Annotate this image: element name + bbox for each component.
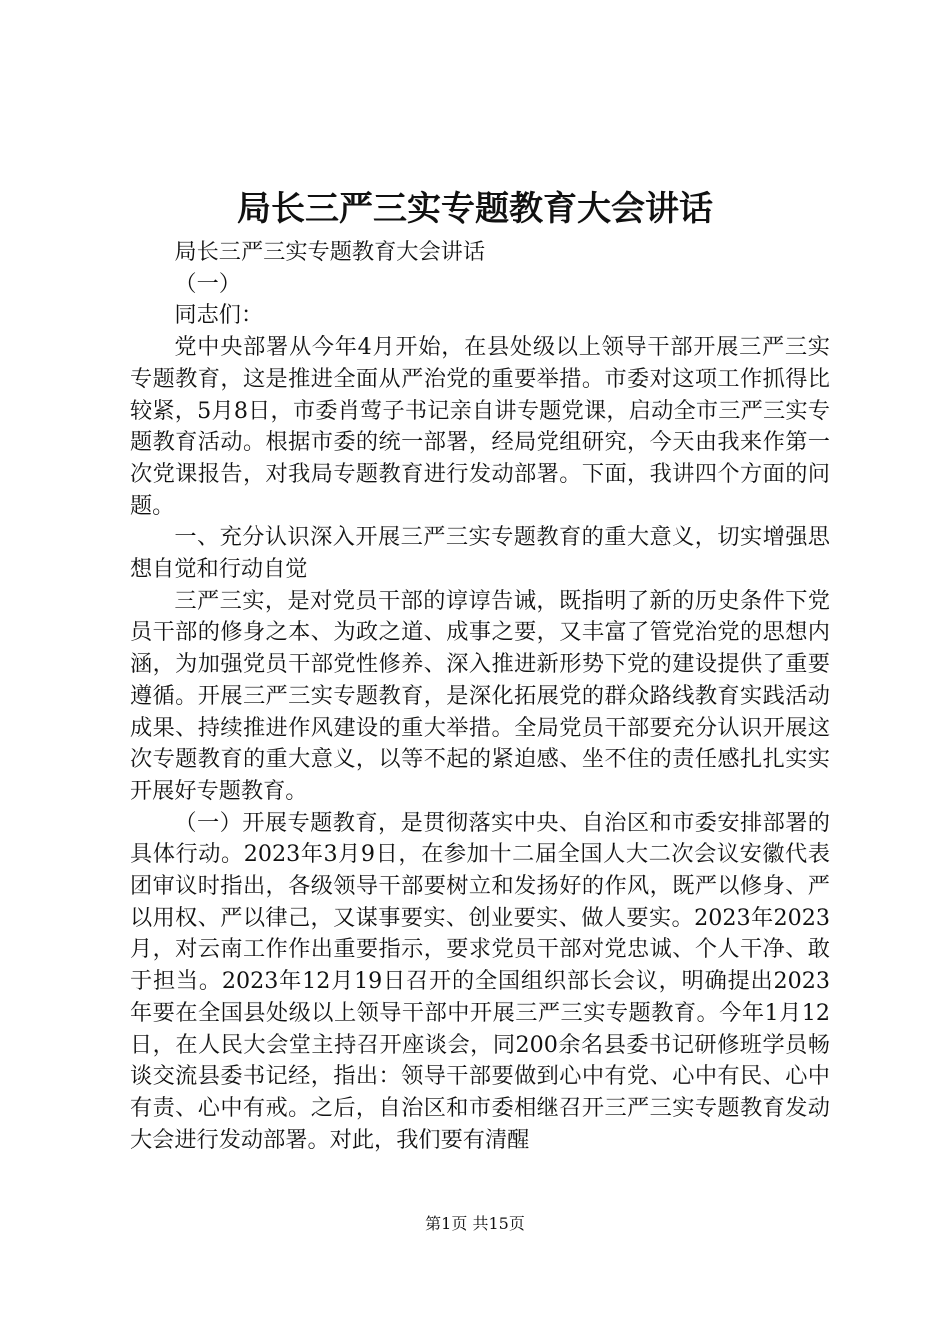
page-total: 共15页 xyxy=(472,1214,525,1233)
body-paragraph: 三严三实，是对党员干部的谆谆告诫，既指明了新的历史条件下党员干部的修身之本、为政之道、成事之要，又丰富了管党治党的思想内涵，为加强党员干部党性修养、深入推进新形势下党的建设提供了重要遵循。开展三严三实专题教育，是深化拓展党的群众路线教育实践活动成果、持续推进作风建设的重大举措。全局党员干部要充分认识开展这次专题教育的重大意义，以等不起的紧迫感、坐不住的责任感扎扎实实开展好专题教育。 xyxy=(130,587,830,804)
document-body xyxy=(130,237,830,1156)
section-number-paragraph: （一） xyxy=(174,270,241,297)
salutation-paragraph: 同志们： xyxy=(174,302,264,329)
body-paragraph: （一）开展专题教育，是贯彻落实中央、自治区和市委安排部署的具体行动。2023年3月9日，在参加十二届全国人大二次会议安徽代表团审议时指出，各级领导干部要树立和发扬好的作风，既严以修身、严以用权、严以律己，又谋事要实、创业要实、做人要实。2023年2023月，对云南工作作出重要指示，要求党员干部对党忠诚、个人干净、敢于担当。2023年12月19日召开的全国组织部长会议，明确提出2023年要在全国县处级以上领导干部中开展三严三实专题教育。今年1月12日，在人民大会堂主持召开座谈会，同200余名县委书记研修班学员畅谈交流县委书记经，指出：领导干部要做到心中有党、心中有民、心中有责、心中有戒。之后，自治区和市委相继召开三严三实专题教育发动大会进行发动部署。对此，我们要有清醒 xyxy=(130,809,830,1153)
body-paragraph: 党中央部署从今年4月开始，在县处级以上领导干部开展三严三实专题教育，这是推进全面从严治党的重要举措。市委对这项工作抓得比较紧，5月8日，市委肖莺子书记亲自讲专题党课，启动全市三严三实专题教育活动。根据市委的统一部署，经局党组研究，今天由我来作第一次党课报告，对我局专题教育进行发动部署。下面，我讲四个方面的问题。 xyxy=(130,334,830,519)
document-title: 局长三严三实专题教育大会讲话 xyxy=(237,189,713,229)
page-number: 第1页 xyxy=(425,1214,468,1233)
subtitle-paragraph: 局长三严三实专题教育大会讲话 xyxy=(174,239,486,265)
heading-paragraph: 一、充分认识深入开展三严三实专题教育的重大意义，切实增强思想自觉和行动自觉 xyxy=(130,524,830,583)
page-footer xyxy=(0,1212,950,1236)
